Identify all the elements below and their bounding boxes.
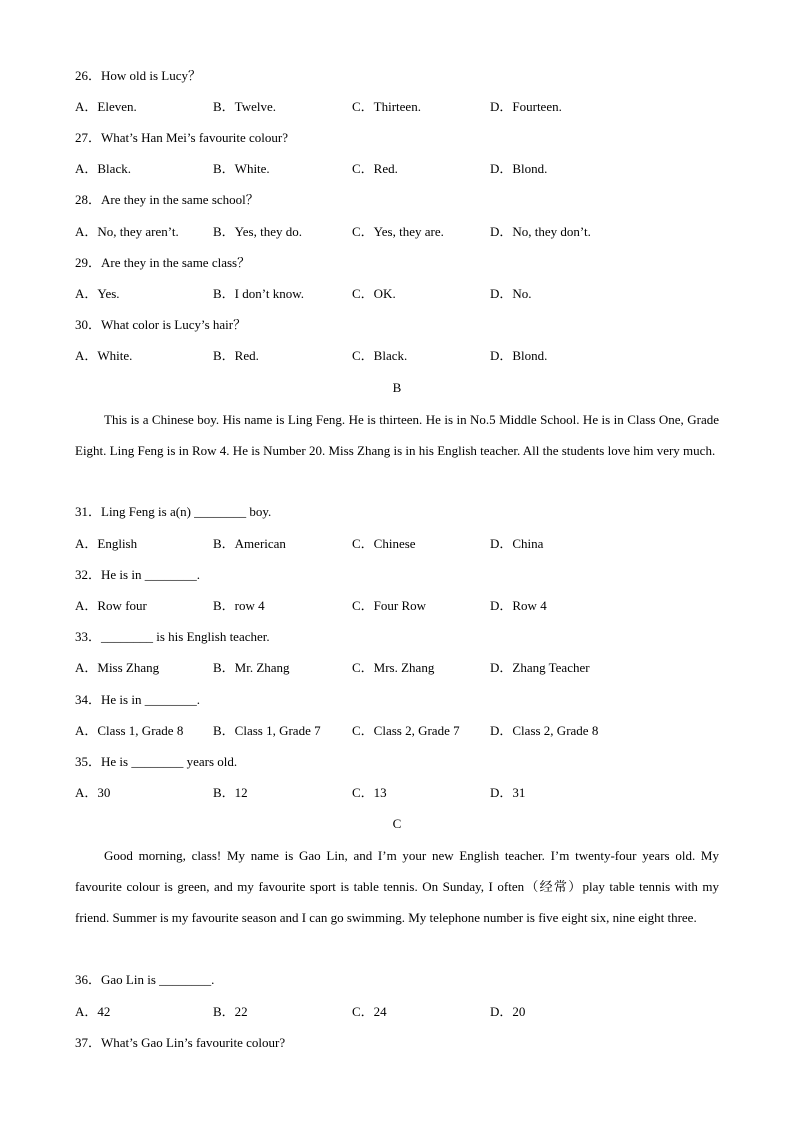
option-a: A．42 [75,1004,111,1019]
option-a: A．Miss Zhang [75,660,160,675]
option-d: D．Blond. [490,161,548,176]
option-a: A．30 [75,785,111,800]
question-stem: 26．How old is Lucy？ [75,68,202,83]
option-c: C．24 [352,1004,387,1019]
option-a: A．No, they aren’t. [75,224,179,239]
passage-b [75,404,719,466]
question-stem: 37．What’s Gao Lin’s favourite colour? [75,1035,286,1050]
option-d: D．31 [490,785,526,800]
option-a: A．Class 1, Grade 8 [75,723,184,738]
option-d: D．Class 2, Grade 8 [490,723,599,738]
option-d: D．Zhang Teacher [490,660,590,675]
option-b: B．Mr. Zhang [213,660,290,675]
option-d: D．China [490,536,544,551]
question-stem: 29．Are they in the same class？ [75,255,251,270]
option-d: D．20 [490,1004,526,1019]
option-a: A．English [75,536,138,551]
option-c: C．13 [352,785,387,800]
option-b: B．American [213,536,286,551]
option-c: C．Yes, they are. [352,224,444,239]
question-stem: 36．Gao Lin is ________. [75,972,215,987]
section-heading-c: C [392,816,402,831]
option-c: C．Class 2, Grade 7 [352,723,460,738]
question-stem: 34．He is in ________. [75,692,200,707]
question-stem: 32．He is in ________. [75,567,200,582]
option-b: B．I don’t know. [213,286,305,301]
option-b: B．White. [213,161,270,176]
option-b: B．22 [213,1004,248,1019]
option-c: C．Black. [352,348,408,363]
option-d: D．No, they don’t. [490,224,591,239]
option-d: D．No. [490,286,532,301]
option-c: C．Thirteen. [352,99,421,114]
passage-c-text: Good morning, class! My name is Gao Lin, and I’m your new English teacher. I’m twenty-four years old. My favourite colour is green, and my favourite sport is table tennis. On Sunday, I often（经常）play table tennis with my friend. Summer is my favourite season and I can go swimming. My telephone number is five eight six, nine eight three. [75,848,719,925]
option-c: C．Red. [352,161,398,176]
option-d: D．Fourteen. [490,99,562,114]
question-stem: 31．Ling Feng is a(n) ________ boy. [75,504,272,519]
option-c: C．Chinese [352,536,416,551]
option-b: B．Twelve. [213,99,276,114]
question-stem: 35．He is ________ years old. [75,754,238,769]
question-stem: 28．Are they in the same school？ [75,192,259,207]
option-b: B．row 4 [213,598,265,613]
option-a: A．Eleven. [75,99,137,114]
option-a: A．Yes. [75,286,120,301]
question-stem: 27．What’s Han Mei’s favourite colour? [75,130,288,145]
option-a: A．White. [75,348,133,363]
option-c: C．Four Row [352,598,427,613]
question-stem: 33．________ is his English teacher. [75,629,270,644]
option-c: C．Mrs. Zhang [352,660,435,675]
passage-c [75,840,719,933]
option-b: B．Red. [213,348,259,363]
section-heading-b: B [392,380,402,395]
option-d: D．Blond. [490,348,548,363]
option-b: B．Class 1, Grade 7 [213,723,321,738]
option-d: D．Row 4 [490,598,547,613]
option-b: B．Yes, they do. [213,224,302,239]
question-stem: 30．What color is Lucy’s hair？ [75,317,247,332]
option-a: A．Row four [75,598,147,613]
option-b: B．12 [213,785,248,800]
option-a: A．Black. [75,161,131,176]
option-c: C．OK. [352,286,396,301]
passage-b-text: This is a Chinese boy. His name is Ling Feng. He is thirteen. He is in No.5 Middle School. He is in Class One, Grade Eight. Ling Feng is in Row 4. He is Number 20. Miss Zhang is in his English teacher. All the students love him very much. [75,412,719,458]
